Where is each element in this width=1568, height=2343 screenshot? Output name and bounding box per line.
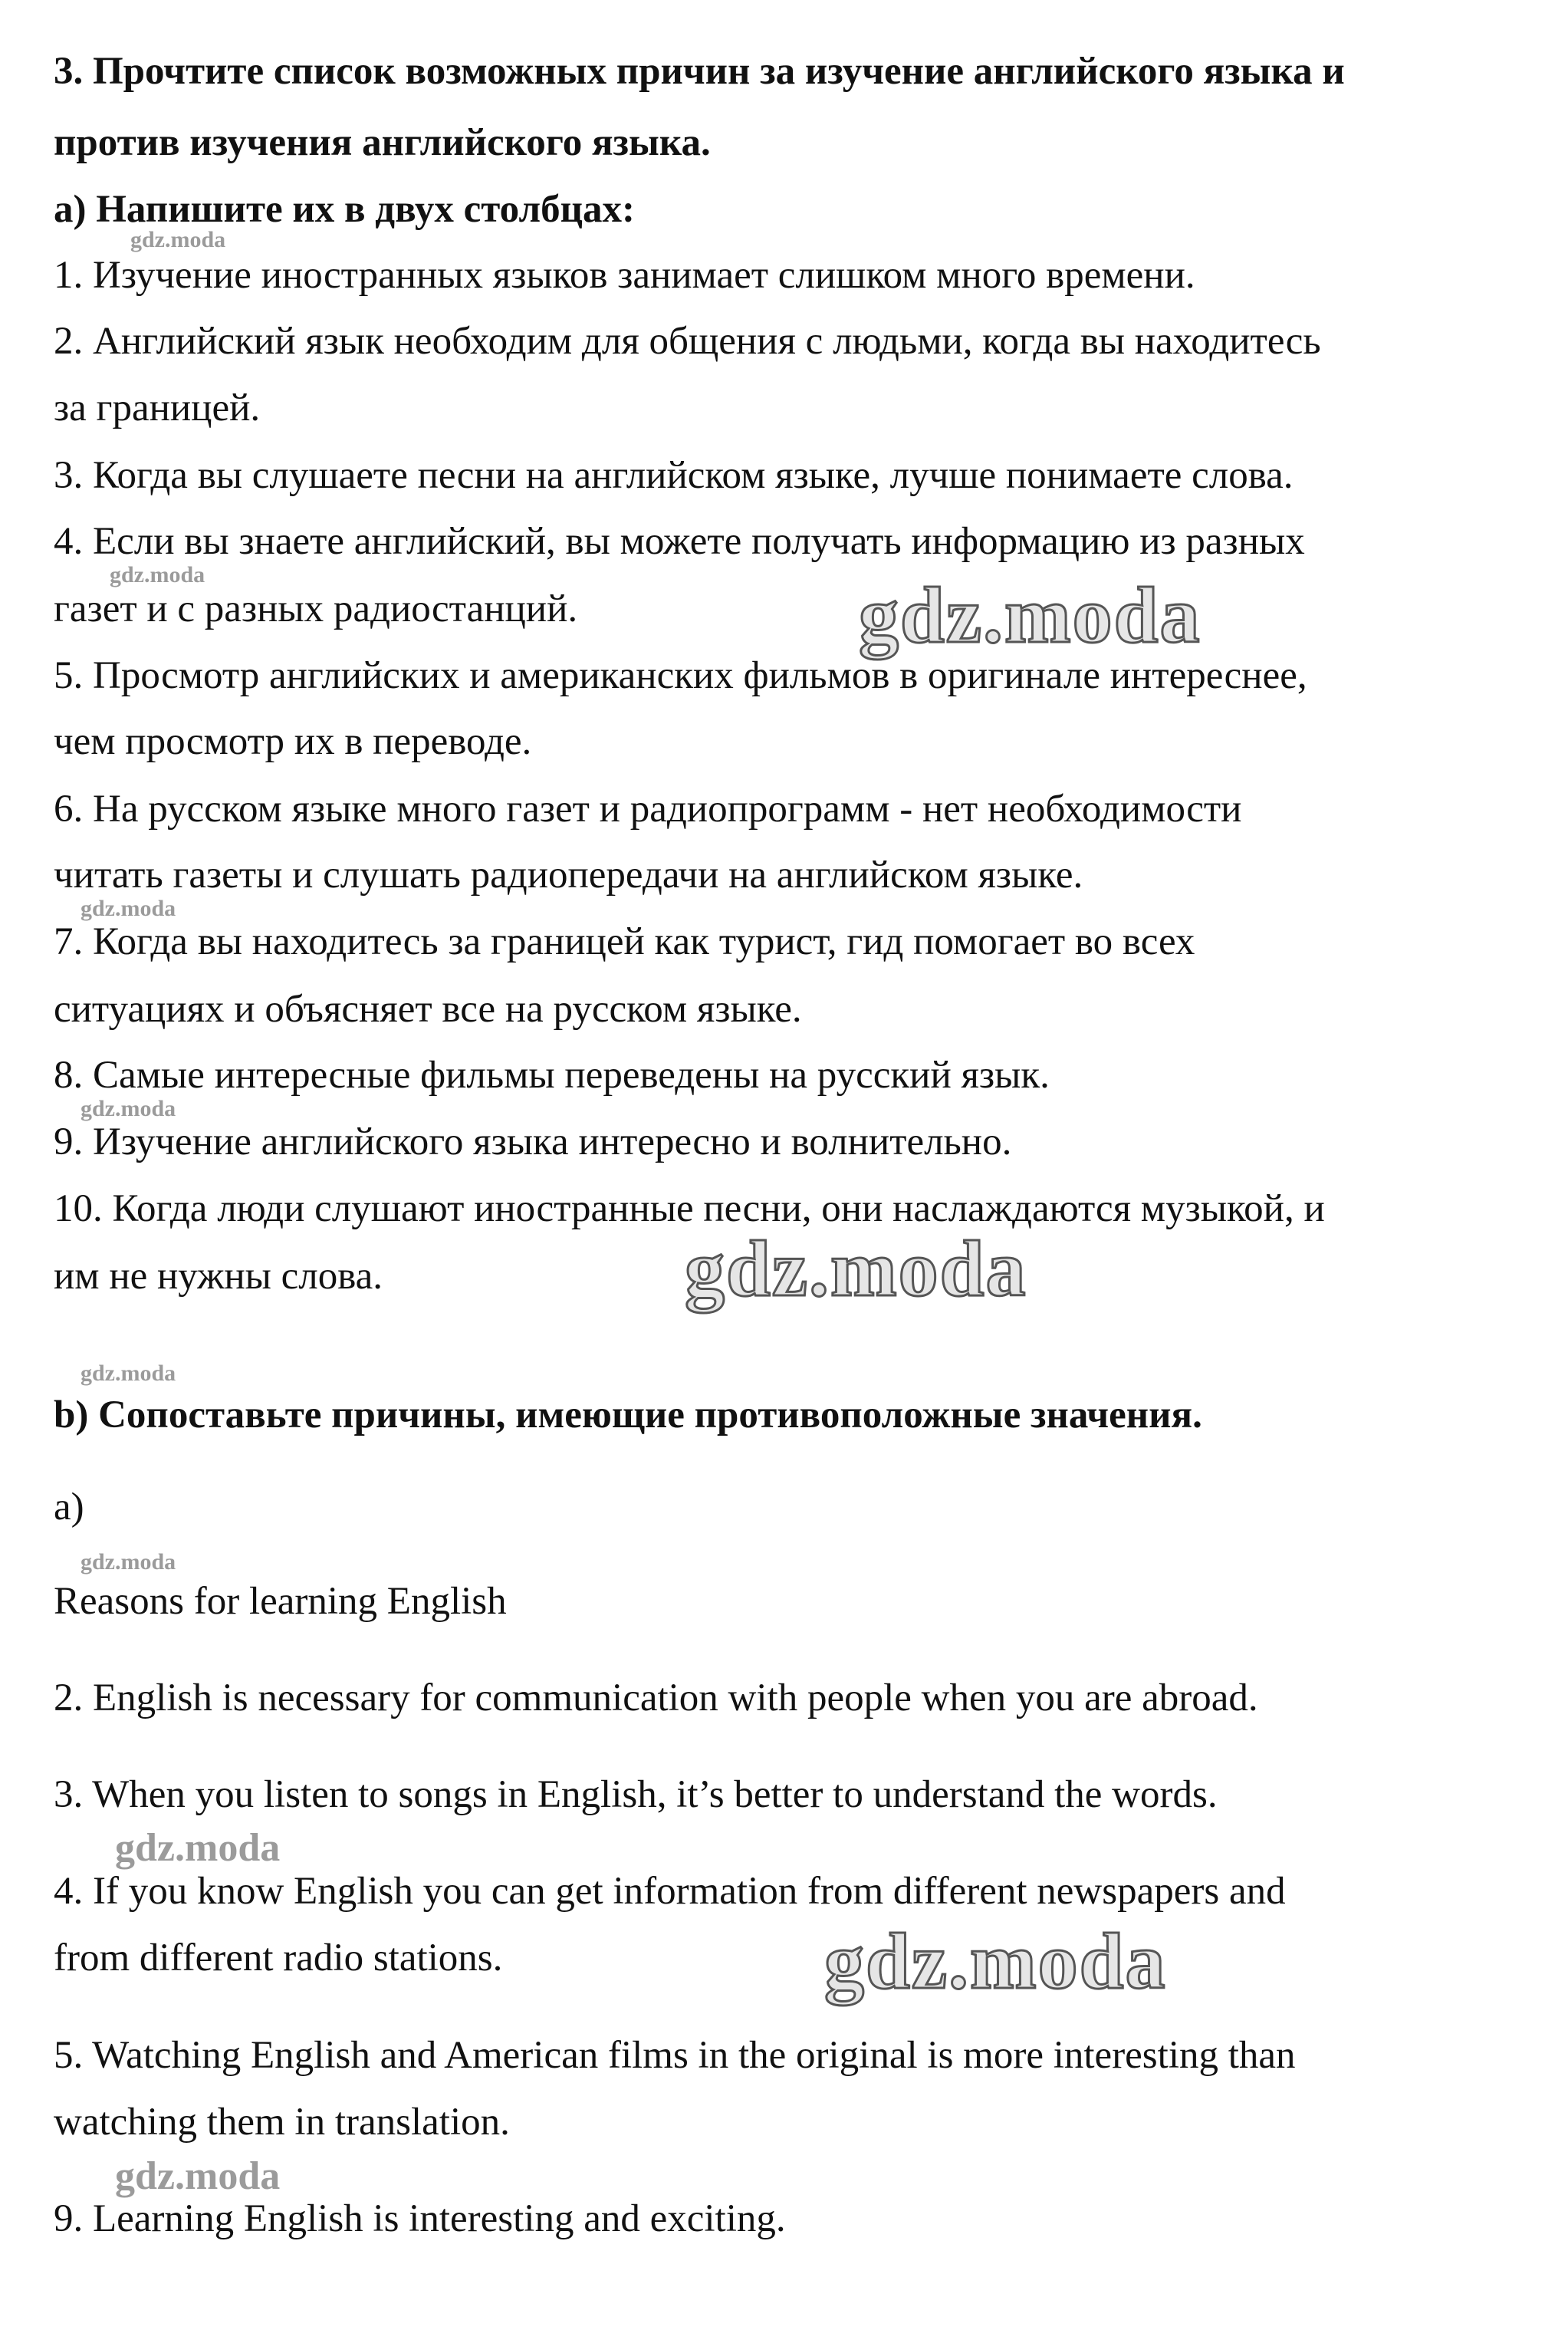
watermark-logo: gdz.moda (115, 2154, 281, 2198)
watermark-logo: gdz.moda (115, 1826, 281, 1870)
russian-item-line: 7. Когда вы находитесь за границей как турист, гид помогает во всех (54, 920, 1195, 963)
watermark-logo: gdz.moda (824, 1917, 1167, 2006)
russian-item-line: 4. Если вы знаете английский, вы можете получать информацию из разных (54, 520, 1305, 563)
watermark-logo: gdz.moda (81, 1096, 176, 1121)
watermark-logo: gdz.moda (130, 227, 226, 252)
russian-item-line: за границей. (54, 387, 261, 429)
watermark-logo: gdz.moda (859, 571, 1201, 660)
answer-item-line: 9. Learning English is interesting and exciting. (54, 2197, 786, 2240)
answer-item-line: from different radio stations. (54, 1937, 503, 1979)
watermark-logo: gdz.moda (81, 896, 176, 921)
russian-item-line: 3. Когда вы слушаете песни на английском языке, лучше понимаете слова. (54, 454, 1294, 497)
answer-item-line: watching them in translation. (54, 2101, 510, 2144)
russian-item-line: 9. Изучение английского языка интересно и волнительно. (54, 1120, 1012, 1163)
russian-item-line: ситуациях и объясняет все на русском языке. (54, 988, 802, 1031)
russian-item-line: 2. Английский язык необходим для общения с людьми, когда вы находитесь (54, 320, 1321, 363)
part-b-heading: b) Сопоставьте причины, имеющие противоположные значения. (54, 1394, 1202, 1436)
russian-item-line: газет и с разных радиостанций. (54, 587, 578, 630)
answer-column-title: Reasons for learning English (54, 1580, 507, 1623)
answer-item-line: 5. Watching English and American films in the original is more interesting than (54, 2034, 1296, 2077)
russian-item-line: им не нужны слова. (54, 1255, 383, 1298)
watermark-logo: gdz.moda (81, 1549, 176, 1575)
russian-item-line: читать газеты и слушать радиопередачи на английском языке. (54, 854, 1083, 897)
task-title-line-2: против изучения английского языка. (54, 121, 711, 164)
russian-item-line: чем просмотр их в переводе. (54, 720, 532, 763)
russian-item-line: 6. На русском языке много газет и радиопрограмм - нет необходимости (54, 788, 1242, 831)
answer-item-line: 3. When you listen to songs in English, it’s better to understand the words. (54, 1773, 1218, 1816)
watermark-logo: gdz.moda (685, 1225, 1027, 1313)
russian-item-line: 1. Изучение иностранных языков занимает слишком много времени. (54, 254, 1195, 297)
russian-item-line: 5. Просмотр английских и американских фильмов в оригинале интереснее, (54, 654, 1307, 697)
answer-item-line: 4. If you know English you can get information from different newspapers and (54, 1870, 1286, 1913)
russian-item-line: 8. Самые интересные фильмы переведены на русский язык. (54, 1054, 1050, 1097)
answer-item-line: 2. English is necessary for communication with people when you are abroad. (54, 1677, 1258, 1719)
russian-item-line: 10. Когда люди слушают иностранные песни, они наслаждаются музыкой, и (54, 1187, 1325, 1230)
task-title-line-1: 3. Прочтите список возможных причин за изучение английского языка и (54, 50, 1345, 93)
watermark-logo: gdz.moda (81, 1361, 176, 1386)
part-a-heading: а) Напишите их в двух столбцах: (54, 188, 635, 231)
answer-label: а) (54, 1486, 84, 1529)
watermark-logo: gdz.moda (110, 562, 205, 587)
